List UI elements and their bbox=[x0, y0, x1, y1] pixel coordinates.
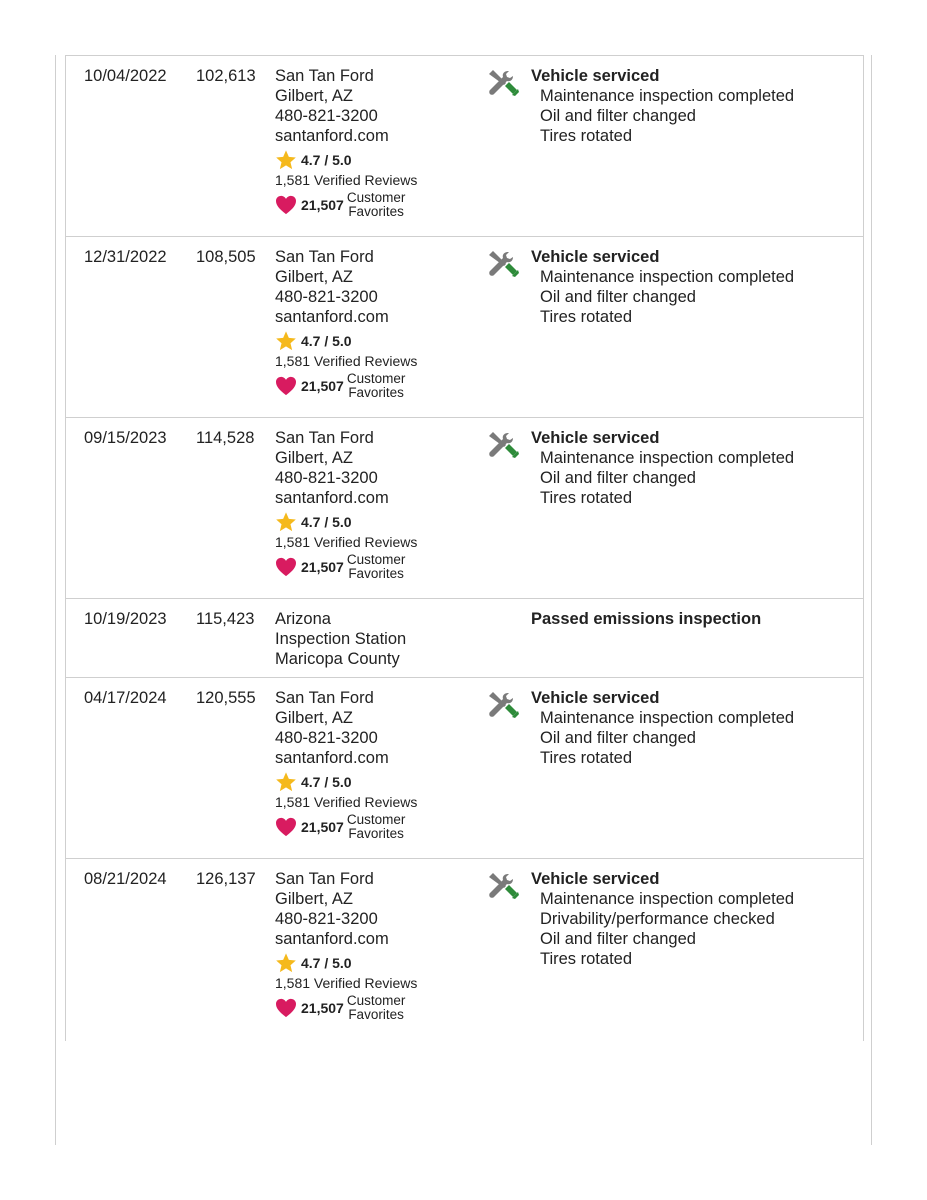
favorites-count: 21,507 bbox=[301, 197, 344, 213]
source-line: Gilbert, AZ bbox=[275, 890, 353, 908]
source-phone[interactable]: 480-821-3200 bbox=[275, 910, 378, 928]
odometer-reading: 102,613 bbox=[196, 67, 256, 85]
service-item: Oil and filter changed bbox=[540, 729, 696, 747]
service-details bbox=[531, 869, 794, 969]
heart-icon bbox=[275, 998, 297, 1018]
page-border-left bbox=[55, 55, 56, 1145]
record-date: 04/17/2024 bbox=[84, 689, 167, 707]
star-icon bbox=[275, 952, 297, 974]
service-item: Oil and filter changed bbox=[540, 288, 696, 306]
favorites-label: Customer Favorites bbox=[346, 812, 406, 841]
source-phone[interactable]: 480-821-3200 bbox=[275, 107, 378, 125]
source-line: Gilbert, AZ bbox=[275, 449, 353, 467]
star-icon bbox=[275, 511, 297, 533]
odometer-reading: 115,423 bbox=[196, 610, 255, 628]
service-headline: Vehicle serviced bbox=[531, 870, 660, 888]
rating-score: 4.7 / 5.0 bbox=[301, 774, 352, 790]
source-line: San Tan Ford bbox=[275, 870, 374, 888]
heart-icon bbox=[275, 557, 297, 577]
source-phone[interactable]: 480-821-3200 bbox=[275, 729, 378, 747]
record-date: 12/31/2022 bbox=[84, 248, 167, 266]
heart-icon bbox=[275, 195, 297, 215]
rating-score: 4.7 / 5.0 bbox=[301, 514, 352, 530]
wrench-screwdriver-icon bbox=[486, 430, 520, 462]
dealer-rating bbox=[275, 149, 475, 171]
source-line: San Tan Ford bbox=[275, 689, 374, 707]
odometer-reading: 114,528 bbox=[196, 429, 255, 447]
history-row bbox=[66, 678, 863, 859]
service-icon-cell bbox=[486, 68, 520, 100]
service-details bbox=[531, 247, 794, 327]
source-website[interactable]: santanford.com bbox=[275, 489, 389, 507]
favorites-count: 21,507 bbox=[301, 378, 344, 394]
service-icon-cell bbox=[486, 249, 520, 281]
verified-reviews-link[interactable]: 1,581 Verified Reviews bbox=[275, 172, 418, 188]
source-website[interactable]: santanford.com bbox=[275, 749, 389, 767]
service-item: Oil and filter changed bbox=[540, 469, 696, 487]
favorites-count: 21,507 bbox=[301, 559, 344, 575]
star-icon bbox=[275, 330, 297, 352]
record-date: 10/04/2022 bbox=[84, 67, 167, 85]
verified-reviews-link[interactable]: 1,581 Verified Reviews bbox=[275, 794, 418, 810]
odometer-reading: 108,505 bbox=[196, 248, 256, 266]
history-row bbox=[66, 418, 863, 599]
service-source bbox=[275, 247, 475, 400]
page-border-right bbox=[871, 55, 872, 1145]
source-line: San Tan Ford bbox=[275, 67, 374, 85]
wrench-screwdriver-icon bbox=[486, 249, 520, 281]
service-source bbox=[275, 66, 475, 219]
rating-score: 4.7 / 5.0 bbox=[301, 955, 352, 971]
rating-score: 4.7 / 5.0 bbox=[301, 333, 352, 349]
service-headline: Vehicle serviced bbox=[531, 689, 660, 707]
star-icon bbox=[275, 771, 297, 793]
customer-favorites bbox=[275, 553, 475, 581]
service-item: Drivability/performance checked bbox=[540, 910, 775, 928]
service-details bbox=[531, 688, 794, 768]
favorites-label: Customer Favorites bbox=[346, 552, 406, 581]
favorites-count: 21,507 bbox=[301, 819, 344, 835]
source-website[interactable]: santanford.com bbox=[275, 127, 389, 145]
service-details bbox=[531, 66, 794, 146]
service-source bbox=[275, 609, 475, 669]
favorites-label: Customer Favorites bbox=[346, 993, 406, 1022]
service-icon-cell bbox=[486, 871, 520, 903]
verified-reviews-link[interactable]: 1,581 Verified Reviews bbox=[275, 534, 418, 550]
service-details bbox=[531, 609, 761, 629]
customer-favorites bbox=[275, 813, 475, 841]
source-phone[interactable]: 480-821-3200 bbox=[275, 288, 378, 306]
favorites-label: Customer Favorites bbox=[346, 190, 406, 219]
service-source bbox=[275, 869, 475, 1022]
wrench-screwdriver-icon bbox=[486, 68, 520, 100]
service-source bbox=[275, 688, 475, 841]
record-date: 09/15/2023 bbox=[84, 429, 167, 447]
dealer-rating bbox=[275, 330, 475, 352]
customer-favorites bbox=[275, 994, 475, 1022]
star-icon bbox=[275, 149, 297, 171]
wrench-screwdriver-icon bbox=[486, 871, 520, 903]
record-date: 10/19/2023 bbox=[84, 610, 167, 628]
service-source bbox=[275, 428, 475, 581]
source-line: San Tan Ford bbox=[275, 429, 374, 447]
history-row bbox=[66, 599, 863, 678]
source-line: Arizona bbox=[275, 610, 331, 628]
service-item: Oil and filter changed bbox=[540, 930, 696, 948]
service-item: Tires rotated bbox=[540, 127, 633, 145]
service-item: Tires rotated bbox=[540, 489, 633, 507]
service-headline: Vehicle serviced bbox=[531, 67, 660, 85]
source-line: Gilbert, AZ bbox=[275, 268, 353, 286]
source-phone[interactable]: Maricopa County bbox=[275, 650, 400, 668]
service-headline: Vehicle serviced bbox=[531, 429, 660, 447]
dealer-rating bbox=[275, 952, 475, 974]
service-item: Oil and filter changed bbox=[540, 107, 696, 125]
service-item: Tires rotated bbox=[540, 950, 633, 968]
source-line: Gilbert, AZ bbox=[275, 709, 353, 727]
service-item: Maintenance inspection completed bbox=[540, 449, 795, 467]
verified-reviews-link[interactable]: 1,581 Verified Reviews bbox=[275, 353, 418, 369]
service-item: Maintenance inspection completed bbox=[540, 890, 795, 908]
source-website[interactable]: santanford.com bbox=[275, 308, 389, 326]
history-row bbox=[66, 56, 863, 237]
service-item: Maintenance inspection completed bbox=[540, 268, 795, 286]
dealer-rating bbox=[275, 511, 475, 533]
source-line: San Tan Ford bbox=[275, 248, 374, 266]
favorites-label: Customer Favorites bbox=[346, 371, 406, 400]
rating-score: 4.7 / 5.0 bbox=[301, 152, 352, 168]
history-row bbox=[66, 859, 863, 1041]
service-item: Maintenance inspection completed bbox=[540, 87, 795, 105]
heart-icon bbox=[275, 817, 297, 837]
odometer-reading: 120,555 bbox=[196, 689, 256, 707]
vehicle-history-table bbox=[65, 55, 864, 1041]
source-website[interactable]: santanford.com bbox=[275, 930, 389, 948]
service-item: Tires rotated bbox=[540, 749, 633, 767]
verified-reviews-link[interactable]: 1,581 Verified Reviews bbox=[275, 975, 418, 991]
source-line: Inspection Station bbox=[275, 630, 407, 648]
record-date: 08/21/2024 bbox=[84, 870, 167, 888]
service-item: Maintenance inspection completed bbox=[540, 709, 795, 727]
service-headline: Vehicle serviced bbox=[531, 248, 660, 266]
source-phone[interactable]: 480-821-3200 bbox=[275, 469, 378, 487]
service-item: Tires rotated bbox=[540, 308, 633, 326]
dealer-rating bbox=[275, 771, 475, 793]
service-icon-cell bbox=[486, 430, 520, 462]
service-details bbox=[531, 428, 794, 508]
odometer-reading: 126,137 bbox=[196, 870, 256, 888]
favorites-count: 21,507 bbox=[301, 1000, 344, 1016]
history-row bbox=[66, 237, 863, 418]
service-icon-cell bbox=[486, 690, 520, 722]
heart-icon bbox=[275, 376, 297, 396]
customer-favorites bbox=[275, 372, 475, 400]
customer-favorites bbox=[275, 191, 475, 219]
wrench-screwdriver-icon bbox=[486, 690, 520, 722]
source-line: Gilbert, AZ bbox=[275, 87, 353, 105]
service-headline: Passed emissions inspection bbox=[531, 610, 762, 628]
